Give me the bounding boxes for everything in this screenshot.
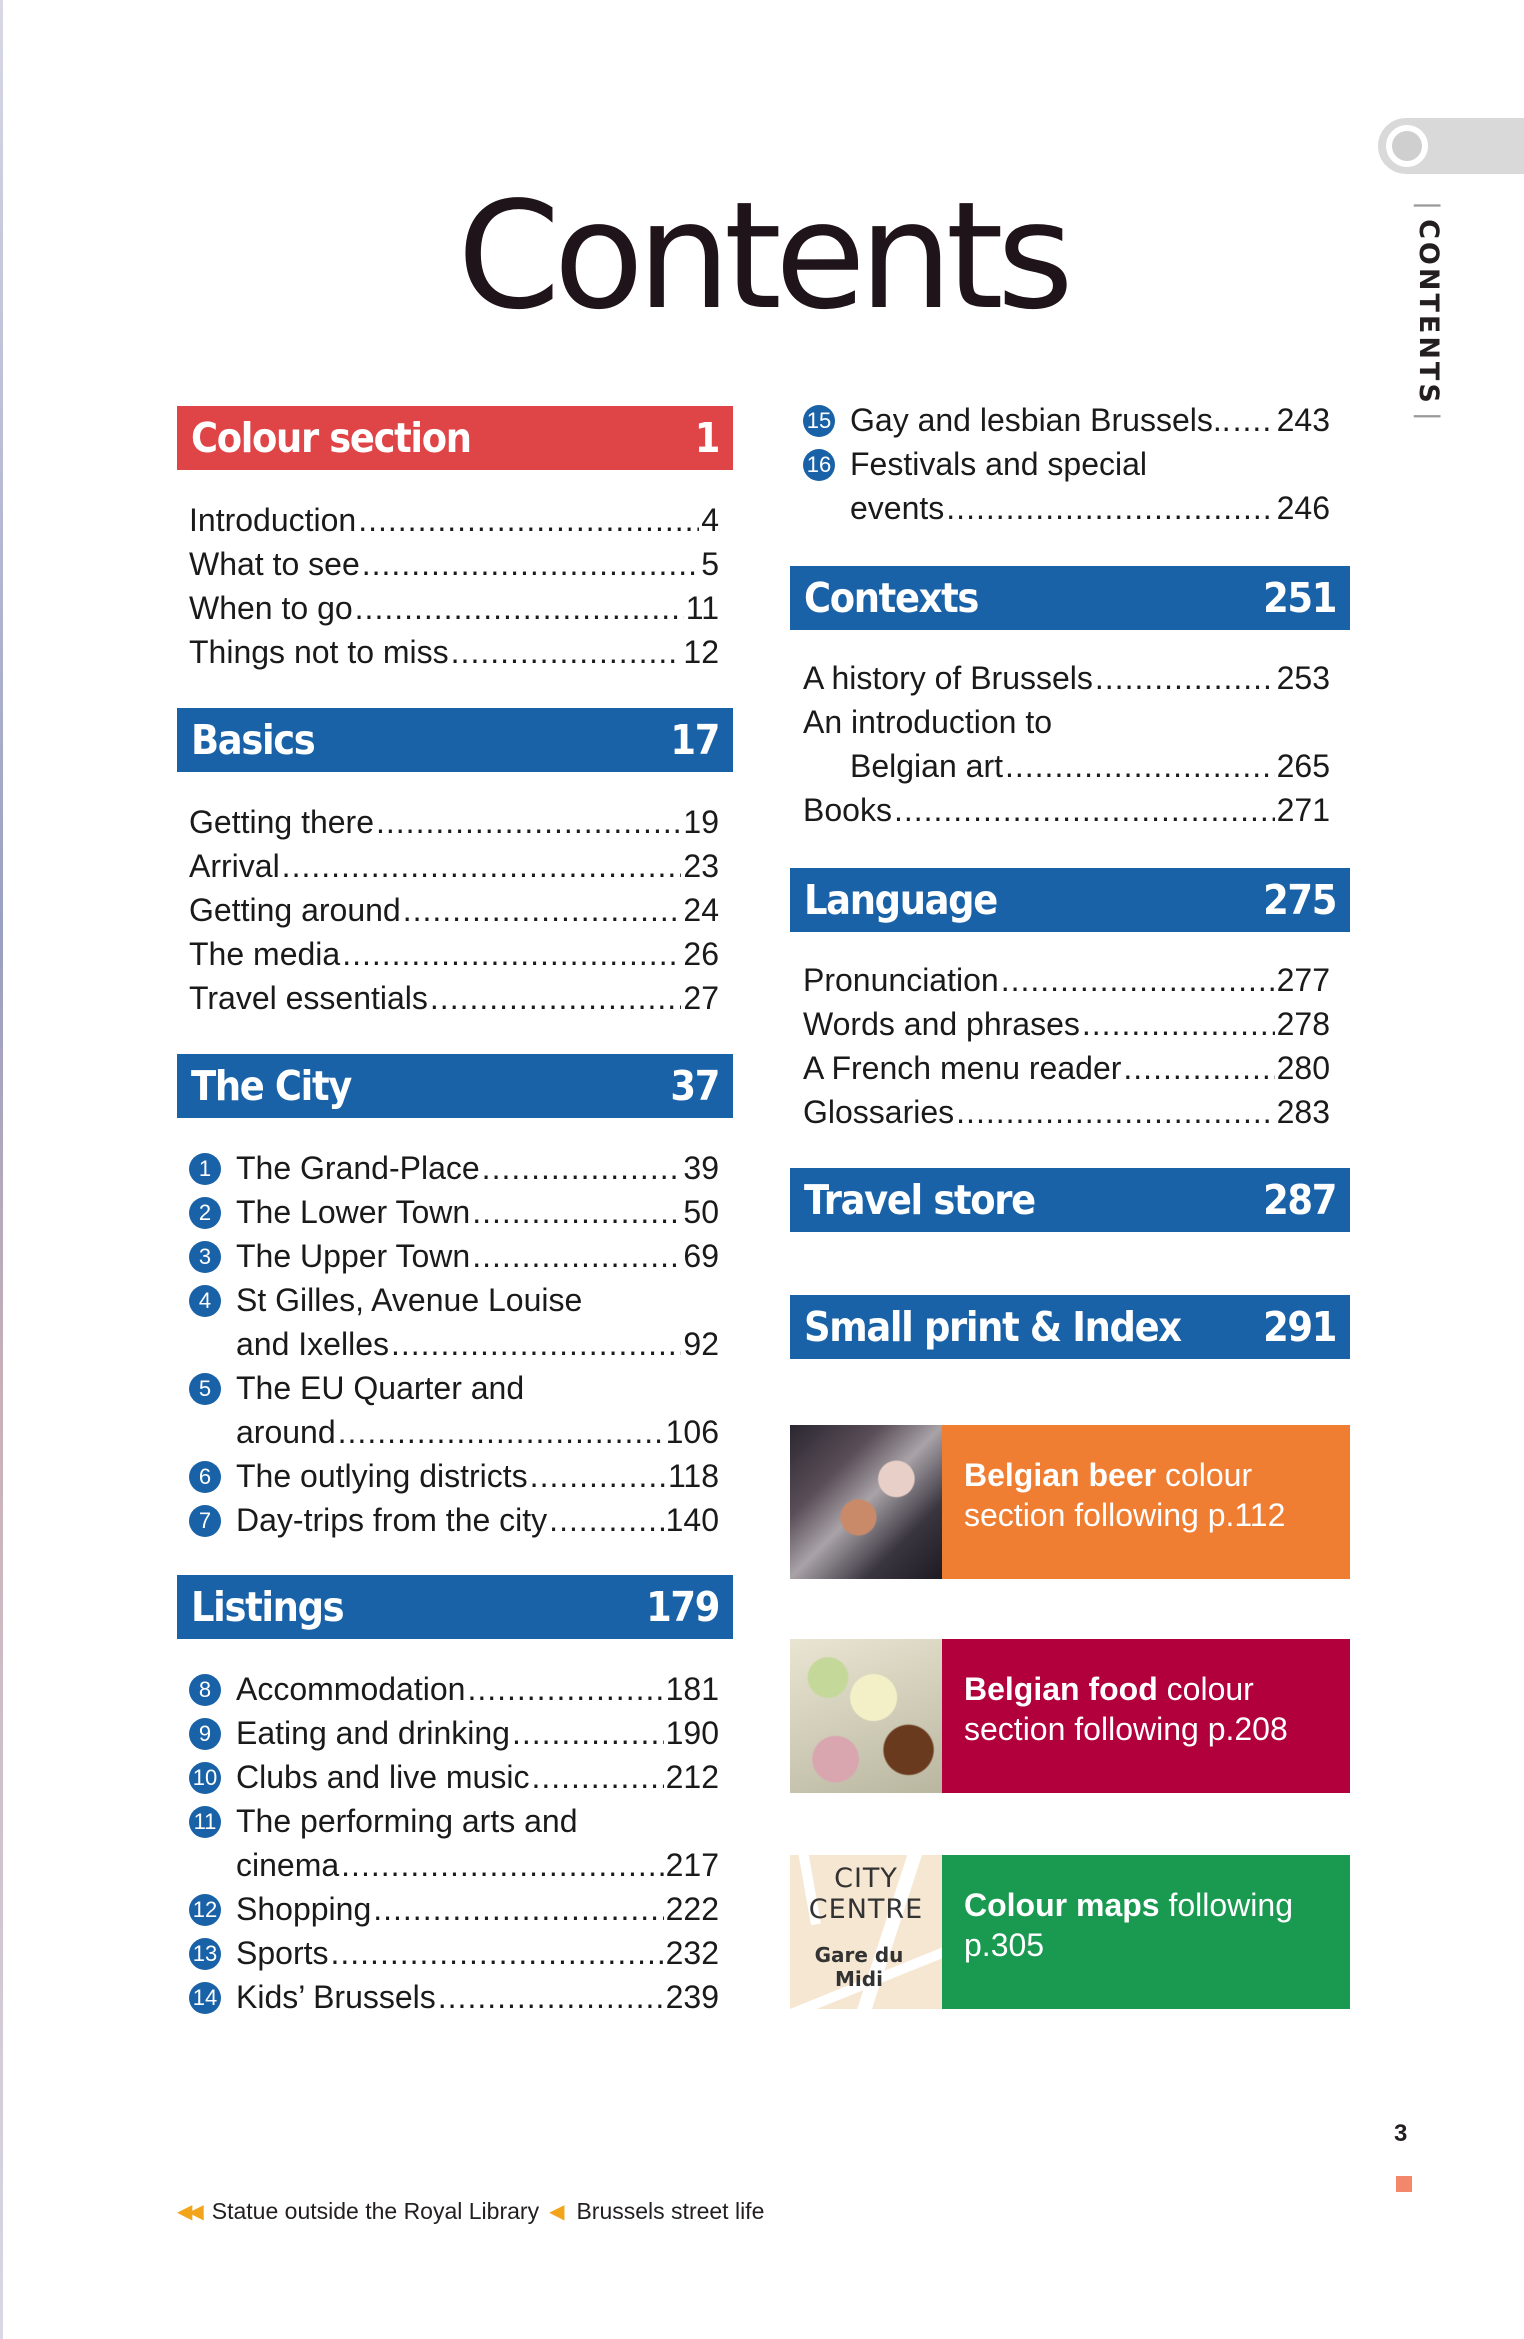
toc-entry[interactable] <box>189 1931 719 1975</box>
dot-leader <box>467 1667 663 1711</box>
toc-entry-page: 140 <box>665 1502 719 1538</box>
listings-list <box>189 1667 719 2019</box>
page-edge <box>0 0 3 2339</box>
toc-entry-label: The Lower Town <box>236 1194 471 1230</box>
page-number: 3 <box>1394 2120 1408 2147</box>
toc-entry[interactable] <box>803 700 1330 744</box>
dot-leader <box>1095 656 1275 700</box>
toc-entry-label: The outlying districts <box>236 1458 528 1494</box>
dot-leader <box>430 976 682 1020</box>
promo-colour-maps[interactable] <box>790 1855 1350 2009</box>
dot-leader <box>512 1711 664 1755</box>
toc-entry-page: 50 <box>683 1194 719 1230</box>
page-marker <box>1396 2176 1412 2192</box>
toc-entry-label: Arrival <box>189 848 280 884</box>
toc-entry-label: Accommodation <box>236 1671 466 1707</box>
dot-leader <box>1001 958 1275 1002</box>
toc-entry-label: Kids’ Brussels <box>236 1979 436 2015</box>
dot-leader <box>1082 1002 1275 1046</box>
chapter-number-icon: 5 <box>189 1373 221 1405</box>
dot-leader <box>451 630 682 674</box>
toc-entry-page: 283 <box>1276 1094 1330 1130</box>
toc-entry[interactable] <box>189 1887 719 1931</box>
toc-entry-label: Sports <box>236 1935 329 1971</box>
promo-text: Belgian food colour section following p.208 <box>942 1639 1350 1793</box>
toc-entry[interactable] <box>189 1799 719 1843</box>
dot-leader <box>956 1090 1274 1134</box>
section-header-listings[interactable]: Listings 179 <box>177 1575 733 1639</box>
toc-entry-label: around <box>236 1414 336 1450</box>
contexts-list <box>803 656 1330 832</box>
toc-entry[interactable] <box>189 844 719 888</box>
toc-entry-label: Glossaries <box>803 1094 955 1130</box>
toc-entry-label: Clubs and live music <box>236 1759 530 1795</box>
dot-leader <box>530 1454 666 1498</box>
beer-glass-photo <box>790 1425 942 1579</box>
toc-entry-page: 69 <box>683 1238 719 1274</box>
chapter-number-icon: 11 <box>189 1806 221 1838</box>
toc-entry-page: 265 <box>1276 748 1330 784</box>
dot-leader <box>472 1190 681 1234</box>
toc-entry[interactable] <box>803 958 1330 1002</box>
toc-entry-label: Eating and drinking <box>236 1715 510 1751</box>
toc-entry-label: St Gilles, Avenue Louise <box>236 1282 583 1318</box>
toc-entry[interactable] <box>189 542 719 586</box>
section-header-travel-store[interactable]: Travel store 287 <box>790 1168 1350 1232</box>
toc-entry[interactable] <box>189 1234 719 1278</box>
dot-leader <box>1233 398 1275 442</box>
toc-entry-page: 212 <box>665 1759 719 1795</box>
promo-text: Belgian beer colour section following p.112 <box>942 1425 1350 1579</box>
toc-entry-page: 26 <box>683 936 719 972</box>
toc-entry[interactable] <box>803 398 1330 442</box>
page-title: Contents <box>457 170 1067 342</box>
toc-entry-label: Introduction <box>189 502 357 538</box>
chapter-number-icon: 14 <box>189 1982 221 2014</box>
photo-caption: ◀◀ Statue outside the Royal Library ◀ Brussels street life <box>177 2198 765 2224</box>
chapter-number-icon: 10 <box>189 1762 221 1794</box>
toc-entry-page: 232 <box>665 1935 719 1971</box>
dot-leader <box>1005 744 1275 788</box>
toc-entry-page: 271 <box>1276 792 1330 828</box>
toc-entry[interactable] <box>803 442 1330 486</box>
chapter-number-icon: 13 <box>189 1938 221 1970</box>
toc-entry[interactable] <box>189 1975 719 2019</box>
chapter-number-icon: 6 <box>189 1461 221 1493</box>
toc-entry-page: 106 <box>665 1414 719 1450</box>
dot-leader <box>549 1498 663 1542</box>
map-label-city-centre: CITY CENTRE <box>808 1863 924 1925</box>
dot-leader <box>355 586 684 630</box>
toc-entry-label: Travel essentials <box>189 980 428 1016</box>
toc-entry-page: 277 <box>1276 962 1330 998</box>
toc-entry[interactable] <box>189 1755 719 1799</box>
toc-entry-label: Festivals and special <box>850 446 1148 482</box>
triangle-left-icon: ◀◀ <box>177 2201 200 2223</box>
toc-entry[interactable] <box>189 976 719 1020</box>
toc-entry[interactable] <box>189 1190 719 1234</box>
section-header-language[interactable]: Language 275 <box>790 868 1350 932</box>
toc-entry-page: 280 <box>1276 1050 1330 1086</box>
dot-leader <box>362 542 699 586</box>
toc-entry-label: The Grand-Place <box>236 1150 480 1186</box>
toc-entry-label: The performing arts and <box>236 1803 578 1839</box>
chapter-number-icon: 8 <box>189 1674 221 1706</box>
dot-leader <box>472 1234 681 1278</box>
dot-leader <box>894 788 1275 832</box>
dot-leader <box>341 1843 663 1887</box>
toc-entry-label: The EU Quarter and <box>236 1370 525 1406</box>
toc-entry[interactable] <box>189 630 719 674</box>
toc-entry-label: and Ixelles <box>236 1326 389 1362</box>
section-header-basics[interactable]: Basics 17 <box>177 708 733 772</box>
toc-entry-page: 239 <box>665 1979 719 2015</box>
toc-entry-page: 39 <box>683 1150 719 1186</box>
dot-leader <box>482 1146 682 1190</box>
left-column <box>177 0 733 2100</box>
chapter-number-icon: 15 <box>803 405 835 437</box>
toc-entry-page: 118 <box>667 1458 719 1494</box>
toc-entry-label: When to go <box>189 590 353 626</box>
toc-entry[interactable] <box>189 1711 719 1755</box>
toc-entry-page: 11 <box>685 590 719 626</box>
toc-entry-label: Books <box>803 792 892 828</box>
colour-section-list <box>189 498 719 674</box>
side-tab <box>1378 118 1524 174</box>
toc-entry-page: 23 <box>683 848 719 884</box>
promo-belgian-beer[interactable] <box>790 1425 1350 1579</box>
toc-entry-page: 217 <box>665 1847 719 1883</box>
toc-entry-page: 12 <box>683 634 719 670</box>
toc-entry[interactable] <box>189 1278 719 1322</box>
toc-entry-page: 190 <box>665 1715 719 1751</box>
triangle-left-icon: ◀ <box>549 2201 565 2223</box>
dot-leader <box>330 1931 663 1975</box>
toc-entry-label: Things not to miss <box>189 634 449 670</box>
toc-entry[interactable] <box>189 586 719 630</box>
toc-entry-page: 222 <box>665 1891 719 1927</box>
dot-leader <box>342 932 681 976</box>
toc-entry-continued[interactable] <box>803 486 1330 530</box>
toc-entry-label: The Upper Town <box>236 1238 471 1274</box>
chapter-number-icon: 3 <box>189 1241 221 1273</box>
toc-entry-label: cinema <box>236 1847 340 1883</box>
toc-entry-page: 4 <box>701 502 719 538</box>
dot-leader <box>531 1755 663 1799</box>
chapter-number-icon: 12 <box>189 1894 221 1926</box>
toc-entry-page: 243 <box>1276 402 1330 438</box>
toc-entry[interactable] <box>189 800 719 844</box>
toc-entry-page: 24 <box>683 892 719 928</box>
basics-list <box>189 800 719 1020</box>
dot-leader <box>376 800 681 844</box>
chapter-number-icon: 16 <box>803 449 835 481</box>
toc-entry[interactable] <box>189 1498 719 1542</box>
toc-entry[interactable] <box>189 1454 719 1498</box>
toc-entry-page: 278 <box>1276 1006 1330 1042</box>
dot-leader <box>946 486 1274 530</box>
toc-entry[interactable] <box>803 1090 1330 1134</box>
chapter-number-icon: 7 <box>189 1505 221 1537</box>
dot-leader <box>282 844 682 888</box>
section-header-the-city[interactable]: The City 37 <box>177 1054 733 1118</box>
dot-leader <box>403 888 682 932</box>
toc-entry[interactable] <box>189 888 719 932</box>
toc-entry[interactable] <box>189 1146 719 1190</box>
toc-entry-page: 27 <box>683 980 719 1016</box>
chapter-number-icon: 9 <box>189 1718 221 1750</box>
toc-entry-label: Getting around <box>189 892 401 928</box>
city-list <box>189 1146 719 1542</box>
toc-entry[interactable] <box>803 1046 1330 1090</box>
toc-entry-page: 92 <box>683 1326 719 1362</box>
dot-leader <box>1123 1046 1274 1090</box>
section-header-small-print[interactable]: Small print & Index 291 <box>790 1295 1350 1359</box>
toc-entry-label: An introduction to <box>803 704 1053 740</box>
toc-entry-label: A French menu reader <box>803 1050 1122 1086</box>
toc-entry-label: Day-trips from the city <box>236 1502 548 1538</box>
toc-entry-label: Shopping <box>236 1891 372 1927</box>
toc-entry-label: Belgian art <box>850 748 1003 784</box>
dot-leader <box>338 1410 664 1454</box>
toc-entry-label: Getting there <box>189 804 374 840</box>
toc-entry-continued[interactable] <box>189 1322 719 1366</box>
chapter-number-icon: 2 <box>189 1197 221 1229</box>
toc-entry[interactable] <box>189 1667 719 1711</box>
toc-entry[interactable] <box>803 656 1330 700</box>
toc-entry-continued[interactable] <box>803 744 1330 788</box>
toc-entry-continued[interactable] <box>189 1843 719 1887</box>
section-header-colour-section[interactable]: Colour section 1 <box>177 406 733 470</box>
toc-entry-label: events <box>850 490 945 526</box>
toc-entry-page: 5 <box>701 546 719 582</box>
toc-entry-label: A history of Brussels <box>803 660 1093 696</box>
toc-entry-page: 253 <box>1276 660 1330 696</box>
toc-entry[interactable] <box>803 788 1330 832</box>
toc-entry-page: 246 <box>1276 490 1330 526</box>
toc-entry-label: What to see <box>189 546 360 582</box>
toc-entry-label: Words and phrases <box>803 1006 1080 1042</box>
map-label-gare-du-midi: Gare du Midi <box>814 1943 904 1991</box>
toc-entry[interactable] <box>803 1002 1330 1046</box>
toc-entry-label: The media <box>189 936 341 972</box>
dot-leader <box>391 1322 681 1366</box>
chapter-number-icon: 1 <box>189 1153 221 1185</box>
section-header-contexts[interactable]: Contexts 251 <box>790 566 1350 630</box>
toc-entry[interactable] <box>189 932 719 976</box>
toc-entry-continued[interactable] <box>189 1410 719 1454</box>
toc-entry[interactable] <box>189 498 719 542</box>
toc-entry-label: Pronunciation <box>803 962 999 998</box>
toc-entry-page: 181 <box>665 1671 719 1707</box>
side-label: | CONTENTS | <box>1408 195 1448 415</box>
toc-entry-page: 19 <box>683 804 719 840</box>
pastries-photo <box>790 1639 942 1793</box>
promo-text: Colour maps following p.305 <box>942 1855 1350 2009</box>
chapter-number-icon: 4 <box>189 1285 221 1317</box>
tab-ring-icon <box>1386 125 1428 167</box>
promo-belgian-food[interactable] <box>790 1639 1350 1793</box>
language-list <box>803 958 1330 1134</box>
dot-leader <box>373 1887 663 1931</box>
dot-leader <box>438 1975 664 2019</box>
dot-leader <box>358 498 699 542</box>
map-thumbnail <box>790 1855 942 2009</box>
toc-entry[interactable] <box>189 1366 719 1410</box>
listings-continued-list <box>803 398 1330 530</box>
toc-entry-label: Gay and lesbian Brussels.. <box>850 402 1231 438</box>
